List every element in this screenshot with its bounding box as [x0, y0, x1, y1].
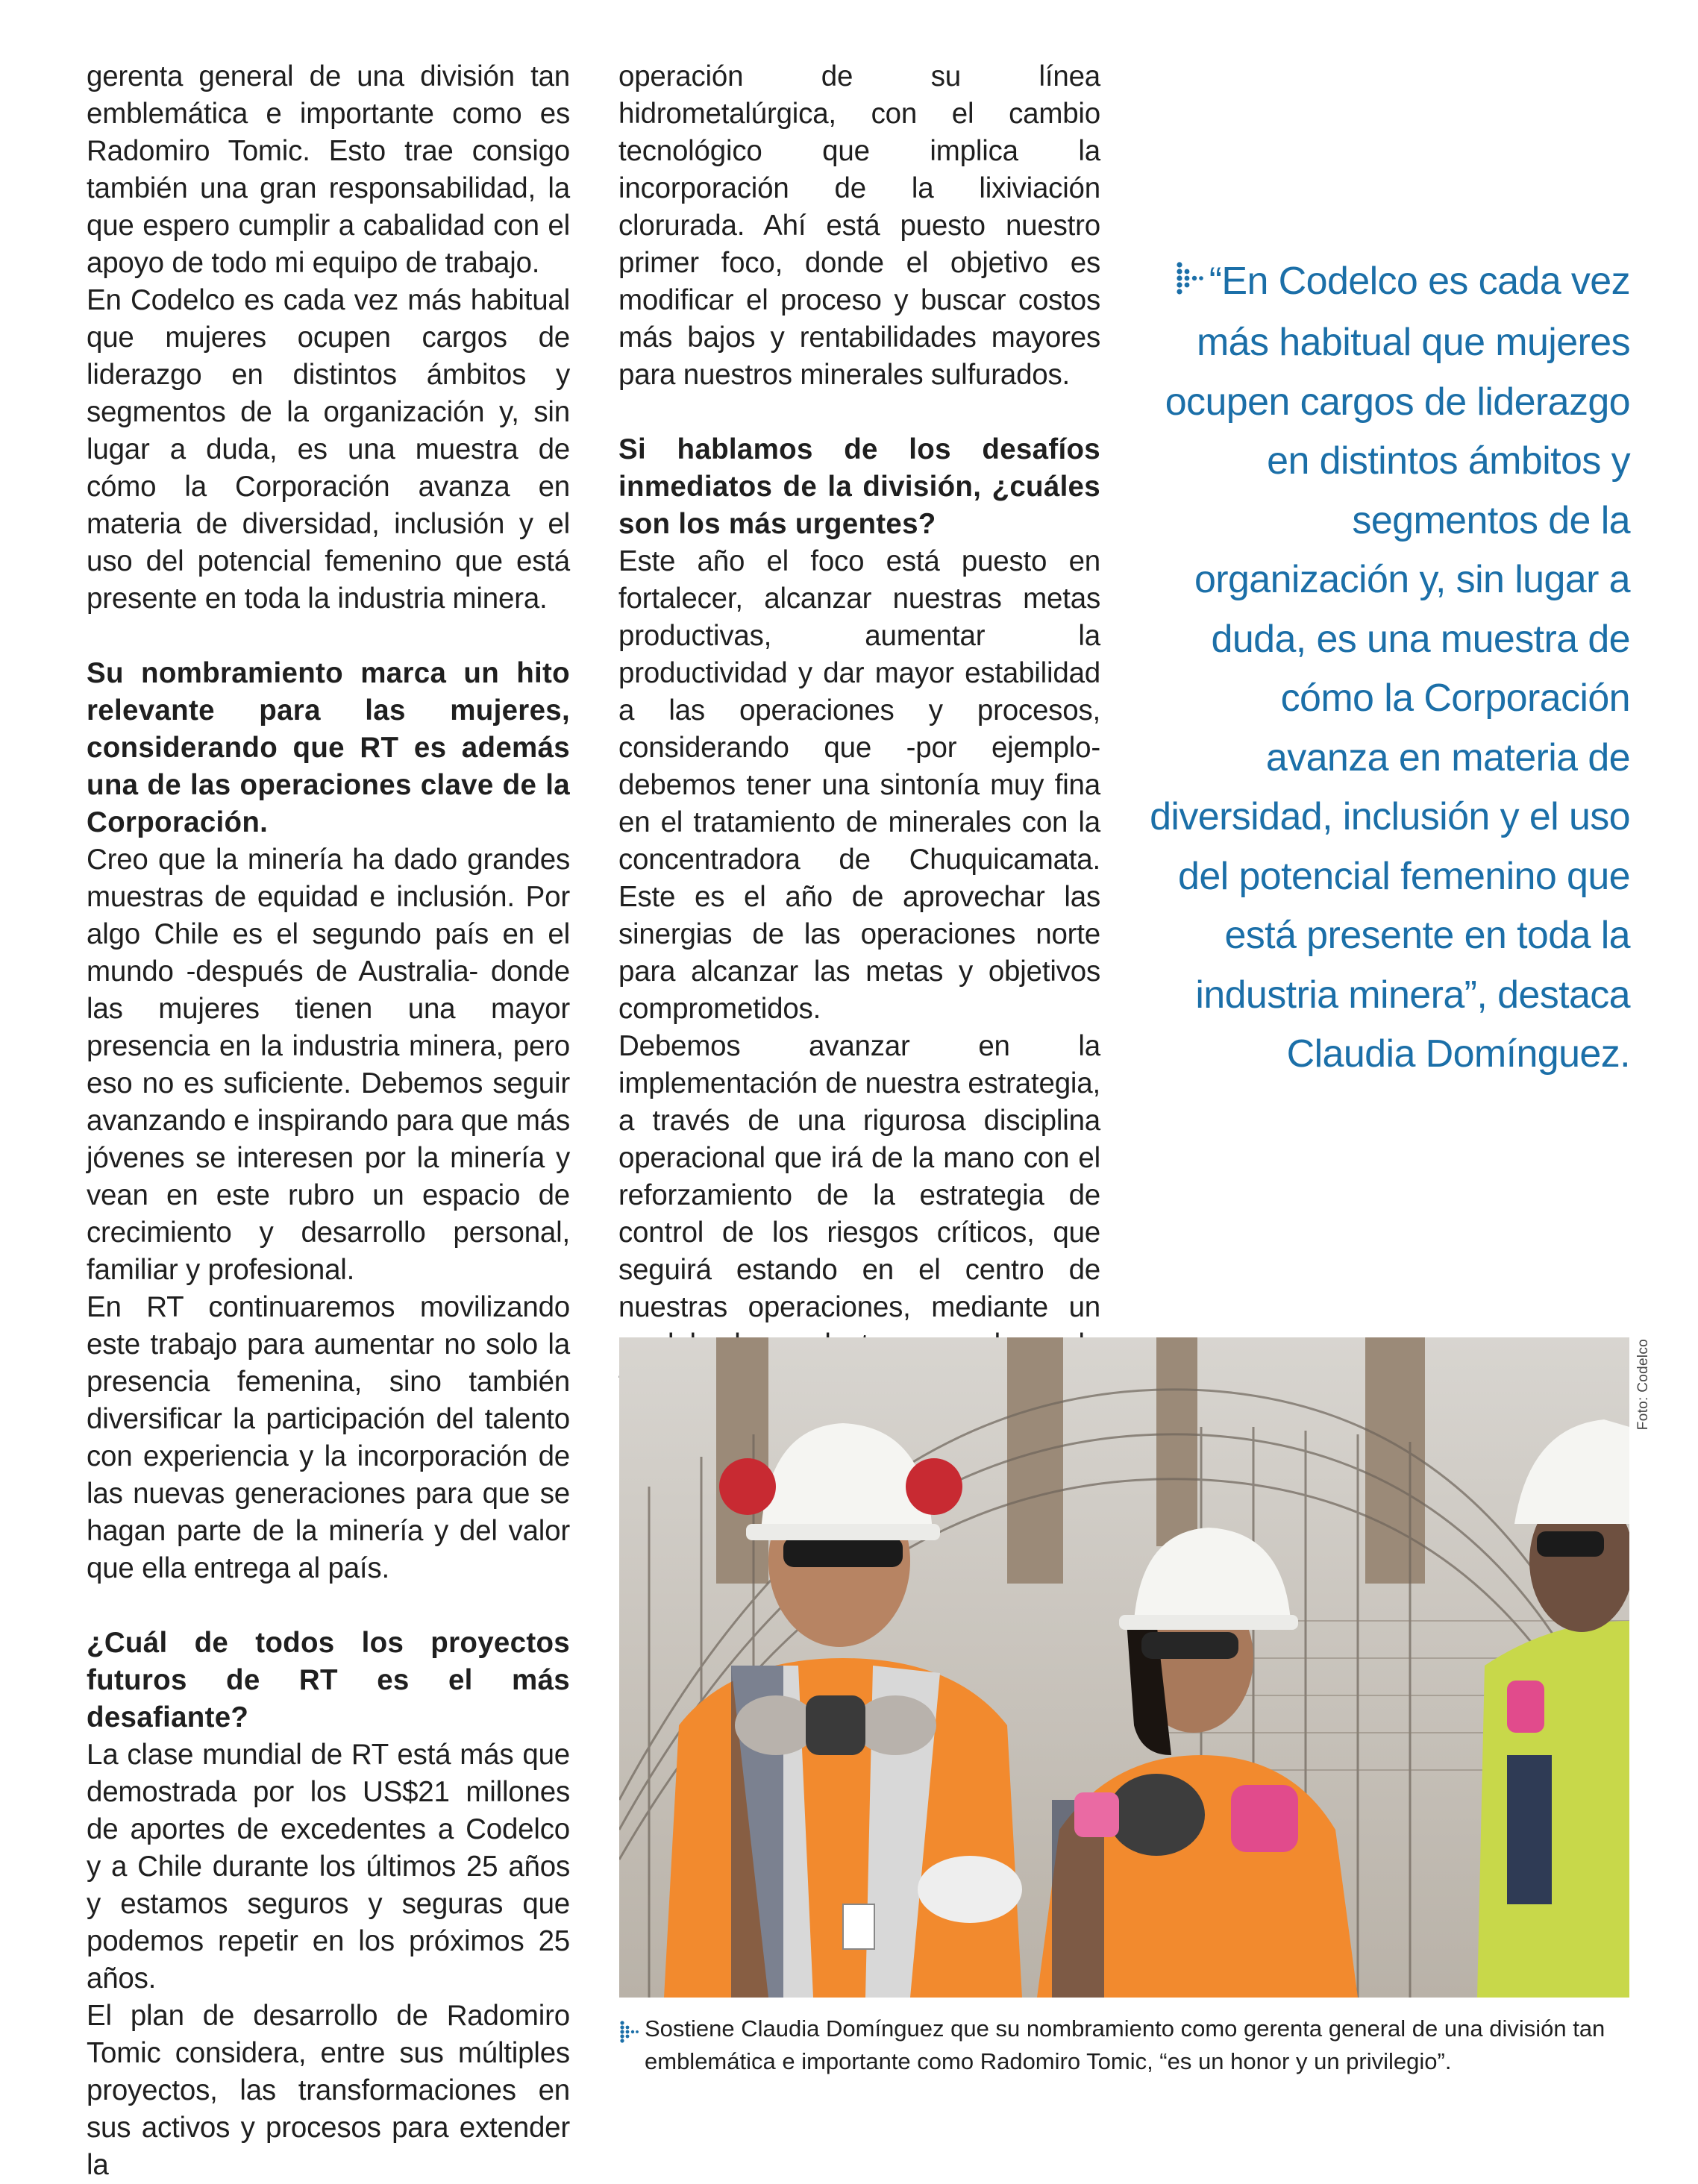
paragraph: En Codelco es cada vez más habitual que mujeres ocupen cargos de liderazgo en distintos ámbitos y segmentos de la organización y, sin lugar a duda, es una muestra de cómo la Corporación avanza en materia de diversidad, inclusión y el uso del potencial femenino que está presente en toda la industria minera. — [87, 284, 570, 615]
interview-question: Su nombramiento marca un hito relevante para las mujeres, considerando que RT es además una de las operaciones clave de la Corporación. — [87, 657, 570, 838]
paragraph: La clase mundial de RT está más que demostrada por los US$21 millones de aportes de excedentes a Codelco y a Chile durante los últimos 25 años y estamos seguros y seguras que podemos repetir en los próximos 25 años. — [87, 1739, 570, 1995]
dots-icon — [1175, 254, 1205, 314]
pull-quote-text: “En Codelco es cada vez más habitual que mujeres ocupen cargos de liderazgo en distintos ámbitos y segmentos de la organización y, sin lugar a duda, es una muestra de cómo la Corporación avanza en materia de diversidad, inclusión y el uso del potencial femenino que está presente en toda la industria minera”, destaca Claudia Domínguez. — [1150, 260, 1630, 1076]
photo-caption — [619, 2012, 1634, 2078]
paragraph: En RT continuaremos movilizando este trabajo para aumentar no solo la presencia femenina, sino también diversificar la participación del talento con experiencia y la incorporación de las nuevas generaciones para que se hagan parte de la minería y del valor que ella entrega al país. — [87, 1291, 570, 1584]
paragraph: gerenta general de una división tan emblemática e importante como es Radomiro Tomic. Esto trae consigo también una gran responsabilidad, la que espero cumplir a cabalidad con el apoyo de todo mi equipo de trabajo. — [87, 60, 570, 279]
interview-question: ¿Cuál de todos los proyectos futuros de RT es el más desafiante? — [87, 1627, 570, 1733]
article-column-middle — [618, 58, 1100, 1401]
article-photo — [619, 1337, 1629, 1998]
article-column-left — [87, 58, 570, 2184]
paragraph: Creo que la minería ha dado grandes muestras de equidad e inclusión. Por algo Chile es el segundo país en el mundo -después de Australia- donde las mujeres tienen una mayor presencia en la industria minera, pero eso no es suficiente. Debemos seguir avanzando e inspirando para que más jóvenes se interesen por la minería y vean en este rubro un espacio de crecimiento y desarrollo personal, familiar y profesional. — [87, 844, 570, 1286]
interview-question: Si hablamos de los desafíos inmediatos de la división, ¿cuáles son los más urgentes? — [618, 433, 1100, 540]
paragraph: operación de su línea hidrometalúrgica, con el cambio tecnológico que implica la incorporación de la lixiviación clorurada. Ahí está puesto nuestro primer foco, donde el objetivo es modificar el proceso y buscar costos más bajos y rentabilidades mayores para nuestros minerales sulfurados. — [618, 60, 1100, 391]
pull-quote — [1149, 252, 1630, 1085]
photo-credit: Foto: Codelco — [1635, 1339, 1651, 1431]
paragraph: El plan de desarrollo de Radomiro Tomic considera, entre sus múltiples proyectos, las transformaciones en sus activos y procesos para extender la — [87, 2000, 570, 2181]
photo-caption-text: Sostiene Claudia Domínguez que su nombramiento como gerenta general de una división tan emblemática e importante como Radomiro Tomic, “es un honor y un privilegio”. — [645, 2015, 1605, 2074]
paragraph: Este año el foco está puesto en fortalecer, alcanzar nuestras metas productivas, aumentar la productividad y dar mayor estabilidad a las operaciones y procesos, considerando que -por ejemplo- debemos tener una sintonía muy fina en el tratamiento de minerales con la concentradora de Chuquicamata. Este es el año de aprovechar las sinergias de las operaciones norte para alcanzar las metas y objetivos comprometidos. — [618, 545, 1100, 1025]
dots-icon — [619, 2020, 639, 2053]
paragraph: Debemos avanzar en la implementación de nuestra estrategia, a través de una rigurosa disciplina operacional que irá de la mano con el reforzamiento de la estrategia de control de los riesgos críticos, que seguirá estando en el centro de nuestras operaciones, mediante un — [618, 1030, 1100, 1323]
